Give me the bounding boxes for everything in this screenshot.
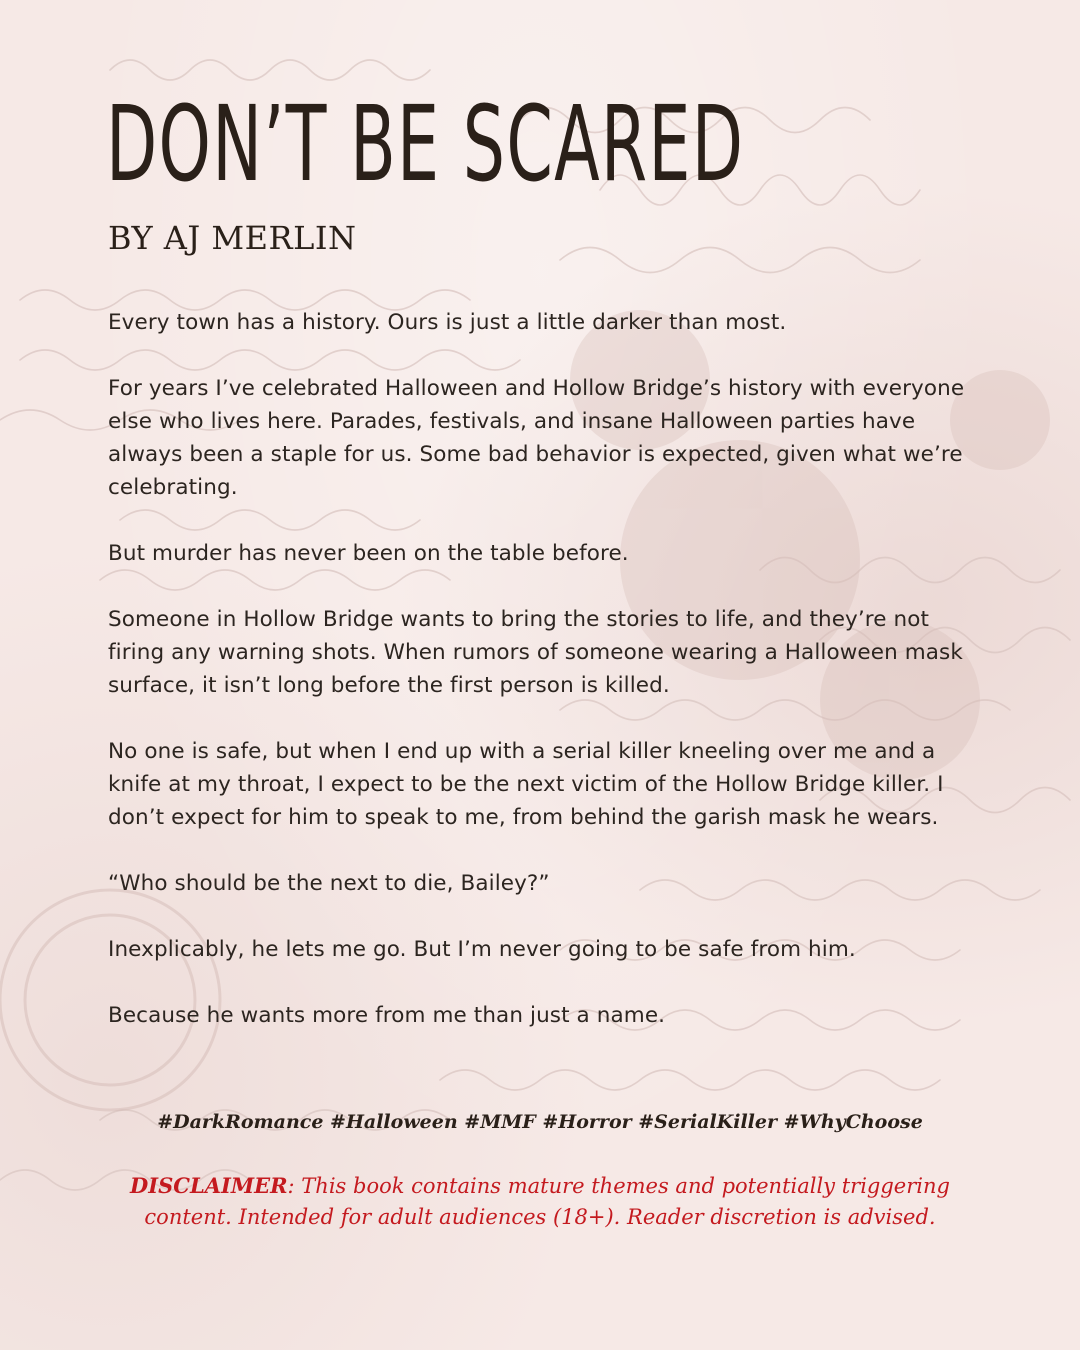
blurb-paragraph: Someone in Hollow Bridge wants to bring the stories to life, and they’re not firing any warning shots. When rumors of someone wearing a Halloween mask surface, it isn’t long before the first person is killed. — [108, 607, 963, 698]
blurb-paragraph: Inexplicably, he lets me go. But I’m never going to be safe from him. — [108, 937, 856, 962]
disclaimer-label: DISCLAIMER — [130, 1173, 288, 1198]
blurb-paragraph: No one is safe, but when I end up with a serial killer kneeling over me and a knife at my throat, I expect to be the next victim of the Hollow Bridge killer. I don’t expect for him to speak to me, from behind the garish mask he wears. — [108, 739, 944, 830]
disclaimer-text: : This book contains mature themes and potentially triggering content. Intended for adult audiences (18+). Reader discretion is advised. — [144, 1174, 950, 1229]
book-blurb — [108, 306, 988, 1065]
blurb-paragraph: Because he wants more from me than just a name. — [108, 1003, 666, 1028]
author-byline: BY AJ MERLIN — [108, 219, 357, 257]
blurb-paragraph: Every town has a history. Ours is just a little darker than most. — [108, 310, 787, 335]
book-title: DON’T BE SCARED — [106, 83, 745, 205]
blurb-paragraph: “Who should be the next to die, Bailey?” — [108, 871, 550, 896]
hashtags: #DarkRomance #Halloween #MMF #Horror #SerialKiller #WhyChoose — [157, 1111, 923, 1133]
blurb-paragraph: For years I’ve celebrated Halloween and Hollow Bridge’s history with everyone else who lives here. Parades, festivals, and insane Halloween parties have always been a staple for us. Some bad behavior is expected, given what we’re celebrating. — [108, 376, 965, 500]
content-disclaimer — [120, 1170, 960, 1233]
blurb-paragraph: But murder has never been on the table before. — [108, 541, 629, 566]
